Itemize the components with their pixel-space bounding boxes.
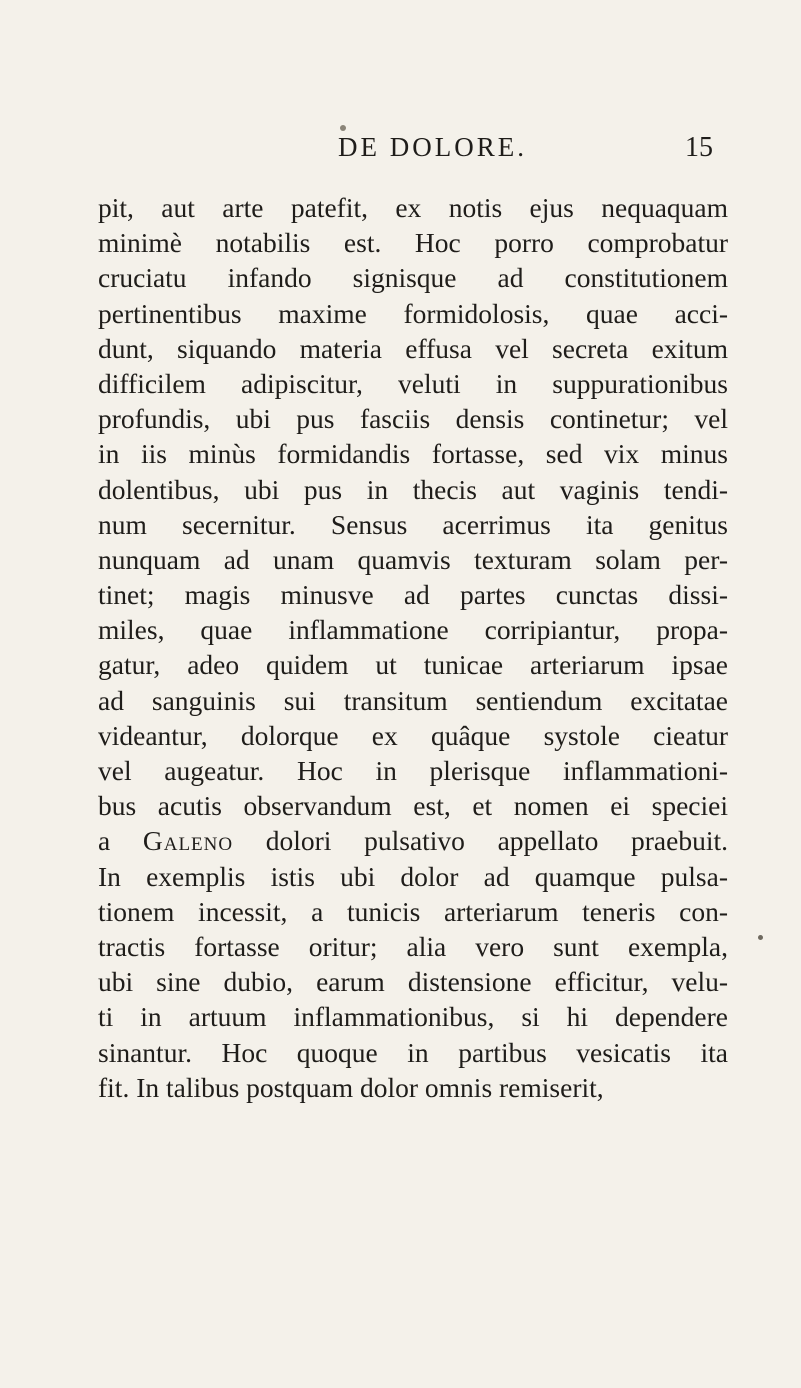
page-header [0, 132, 801, 172]
text-line: minimè notabilis est. Hoc porro comprobatur [98, 227, 728, 259]
text-line: pit, aut arte patefit, ex notis ejus nequaquam [98, 192, 728, 223]
text-line: gatur, adeo quidem ut tunicae arteriarum ipsae [98, 649, 728, 681]
text-line: sinantur. Hoc quoque in partibus vesicatis ita [98, 1036, 728, 1068]
text-line: fit. In talibus postquam dolor omnis remiserit, [98, 1071, 604, 1103]
body-text [98, 190, 728, 1105]
text-line: bus acutis observandum est, et nomen ei speciei [98, 790, 728, 822]
text-line: num secernitur. Sensus acerrimus ita genitus [98, 508, 728, 540]
text-line: profundis, ubi pus fasciis densis continetur; vel [98, 403, 728, 435]
text-line: nunquam ad unam quamvis texturam solam per- [98, 543, 728, 575]
text-line: cruciatu infando signisque ad constitutionem [98, 262, 728, 294]
page-number: 15 [685, 132, 713, 163]
running-title: DE DOLORE. [338, 132, 527, 162]
author-name: Galeno [142, 825, 234, 857]
text-line: a Galeno dolori pulsativo appellato praebuit. [98, 825, 728, 857]
text-line: pertinentibus maxime formidolosis, quae acci- [98, 297, 728, 329]
text-line: dolentibus, ubi pus in thecis aut vaginis tendi- [98, 473, 728, 505]
text-line: videantur, dolorque ex quâque systole cieatur [98, 719, 728, 751]
text-line: tinet; magis minusve ad partes cunctas dissi- [98, 579, 728, 611]
text-line: tionem incessit, a tunicis arteriarum teneris con- [98, 895, 728, 927]
text-line: vel augeatur. Hoc in plerisque inflammationi- [98, 755, 728, 786]
text-line: ubi sine dubio, earum distensione efficitur, velu- [98, 966, 728, 998]
ink-speck [758, 935, 763, 940]
text-line: dunt, siquando materia effusa vel secreta exitum [98, 332, 728, 364]
text-line: ad sanguinis sui transitum sentiendum excitatae [98, 684, 728, 716]
text-line: ti in artuum inflammationibus, si hi dependere [98, 1001, 728, 1033]
text-line: tractis fortasse oritur; alia vero sunt exempla, [98, 930, 728, 962]
ink-speck [340, 125, 346, 131]
text-line: in iis minùs formidandis fortasse, sed vix minus [98, 438, 728, 470]
text-line: In exemplis istis ubi dolor ad quamque pulsa- [98, 860, 728, 892]
text-line: difficilem adipiscitur, veluti in suppurationibus [98, 367, 728, 399]
text-line: miles, quae inflammatione corripiantur, propa- [98, 614, 728, 646]
